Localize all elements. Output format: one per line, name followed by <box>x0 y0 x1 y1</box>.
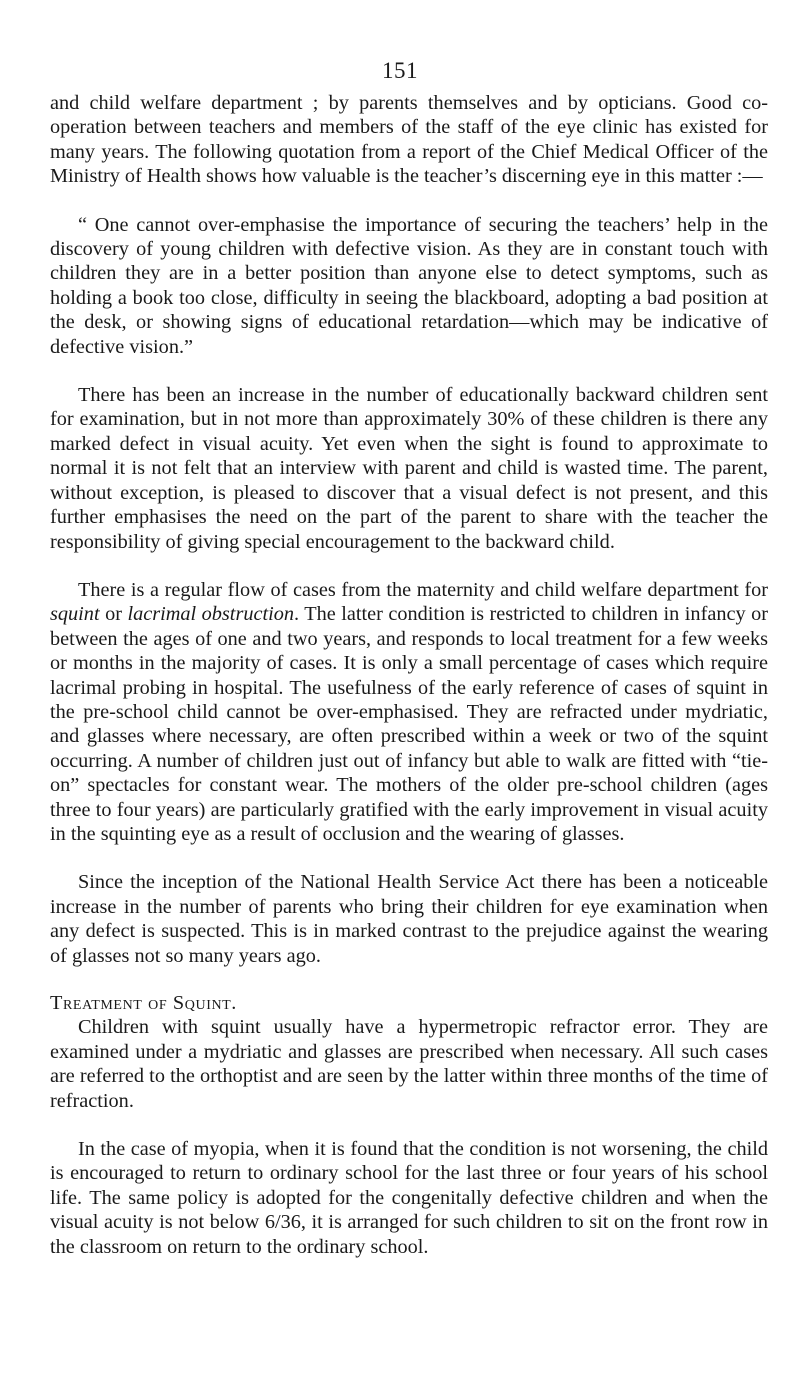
paragraph-maternity-referrals <box>50 578 768 846</box>
paragraph-nhs-act: Since the inception of the National Health Service Act there has been a noticeable increase in the number of parents who bring their children for eye examination when any defect is suspected. This is in marked contrast to the prejudice against the wearing of glasses not so many years ago. <box>50 871 768 967</box>
paragraph-backward-children: There has been an increase in the number of educationally backward children sent for examination, but in not more than approximately 30% of these children is there any marked defect in visual acuity. Yet even when the sight is found to approximate to normal it is not felt that an interview with parent and child is wasted time. The parent, without exception, is pleased to discover that a visual defect is not present, and this further emphasises the need on the part of the parent to share with the teacher the responsibility of giving special encouragement to the backward child. <box>50 384 768 553</box>
paragraph-text: or <box>99 603 128 626</box>
paragraph-squint-treatment: Children with squint usually have a hypermetropic refractor error. They are examined under a mydriatic and glasses are prescribed when necessary. All such cases are referred to the orthoptist and are seen by the latter within three months of the time of refraction. <box>50 1016 768 1112</box>
page-number: 151 <box>382 58 418 83</box>
paragraph-myopia: In the case of myopia, when it is found that the condition is not worsening, the child is encouraged to return to ordinary school for the last three or four years of his school life. The same policy is adopted for the congenitally defective children and when the visual acuity is not below 6/36, it is arranged for such children to sit on the front row in the classroom on return to the ordinary school. <box>50 1138 768 1258</box>
body-text <box>50 91 768 1259</box>
italic-term-lacrimal-obstruction: lacrimal obstruction <box>127 603 295 626</box>
paragraph-text: . The latter condition is restricted to children in infancy or between the ages of one and two years, and responds to local treatment for a few weeks or months in the majority of cases. It is only a small percentage of cases which require lacrimal probing in hospital. The usefulness of the early reference of cases of squint in the pre-school child cannot be over-emphasised. They are refracted under mydriatic, and glasses where necessary, are often prescribed within a week or two of the squint occurring. A number of children just out of infancy but able to walk are fitted with “tie-on” spectacles for constant wear. The mothers of the older pre-school children (ages three to four years) are particularly gratified with the early improvement in visual acuity in the squinting eye as a result of occlusion and the wearing of glasses. <box>50 603 768 845</box>
paragraph-text: There is a regular flow of cases from the maternity and child welfare department for <box>78 578 768 601</box>
paragraph-quotation: “ One cannot over-emphasise the importance of securing the teachers’ help in the discovery of young children with defective vision. As they are in constant touch with children they are in a better position than anyone else to detect symptoms, such as holding a book too close, difficulty in seeing the blackboard, adopting a bad position at the desk, or showing signs of educational retardation—which may be indicative of defective vision.” <box>50 213 768 358</box>
section-heading: Treatment of Squint. <box>50 992 237 1014</box>
italic-term-squint: squint <box>50 603 100 626</box>
paragraph-continuation: and child welfare department ; by parents themselves and by opticians. Good co-operation between teachers and members of the staff of the eye clinic has existed for many years. The following quotation from a report of the Chief Medical Officer of the Ministry of Health shows how valuable is the teacher’s discerning eye in this matter :— <box>50 92 768 188</box>
